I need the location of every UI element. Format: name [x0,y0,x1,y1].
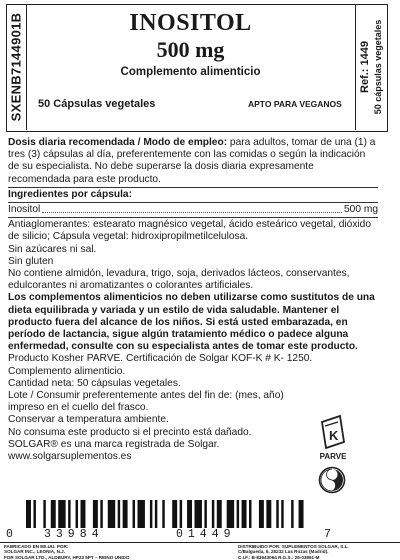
ingredient-row [8,204,378,216]
barcode-bar [227,500,234,528]
manufacturer-line-1: FABRICADO EN EE.UU. POR: [4,544,69,549]
barcode-bar [150,500,152,528]
barcode-bar [299,500,304,528]
barcode-bar [123,500,128,528]
barcode-bar [133,500,135,528]
distributor-line-2: C/Balgueda, 6, 28232 Las Rozas (Madrid). [238,549,329,555]
barcode-bar [43,500,45,528]
seal-text: No consuma este producto si el precinto está dañado. [8,426,252,438]
warning-text: Los complementos alimenticios no deben utilizarse como sustitutos de una dieta equilibrada y variada y un estilo de vida saludable. Mantener el producto fuera del alcance de los niños. Si está usted embarazada, en período de lactancia, sigue algún tratamiento médico o padece alguna enfermedad, consulte con su especialista antes de tomar este producto. [8,292,375,353]
barcode-bar [212,500,214,528]
barcode-bar [108,500,115,528]
website-text: www.solgarsuplementos.es [8,451,132,463]
ingredients-heading: Ingredientes por cápsula: [8,188,132,200]
barcode-bar [194,500,201,528]
anticaking-text: Antiaglomerantes: estearato magnésico vegetal, ácido esteárico vegetal, dióxido de silicio; Cápsula vegetal: hidroxipropilmetilcelulosa. [8,219,372,243]
barcode-bar [180,500,182,528]
barcode-bar [68,500,70,528]
barcode-bar [58,500,65,528]
barcode-group-right: 01449 [176,528,236,541]
barcode-bar [51,500,56,528]
barcode-bar [162,500,164,528]
barcode-bar [276,500,278,528]
barcode-bar [281,500,283,528]
gluten-text: Sin gluten [8,255,54,267]
barcode-bar [172,500,177,528]
footer-divider [0,542,400,543]
barcode-bar [93,500,98,528]
side-reference [355,4,387,130]
distributor-block [238,544,349,560]
manufacturer-block [4,544,129,560]
barcode-bar [100,500,102,528]
manufacturer-line-3: FOR SOLGAR LTD., ALDBURY, HP23 5PT – REINO UNIDO [4,554,130,560]
dosage-label: Dosis diaria recomendada / Modo de empleo: [8,137,228,148]
reference-capsules: 50 cápsulas vegetales [373,19,383,115]
product-name: INOSITOL [129,10,252,36]
barcode-bar [81,500,86,528]
distributor-line-1: DISTRIBUIDO POR: SUPLEMENTOS SOLGAR, S.L. [238,544,349,549]
green-dot-recycle-icon [318,466,346,494]
barcode-bar [242,500,247,528]
dosage-text: para adultos, tomar de una (1) a tres (3) cápsulas al día, preferentemente con las comidas o según la indicación de su especialista. No debe superarse la dosis diaria expresamente recomendada para este producto. [8,137,376,185]
manufacturer-line-2: SOLGAR INC., LEONIA, N.J. [4,549,65,555]
kosher-text: Producto Kosher PARVE. Certificación de Solgar KOF-K # K- 1250. [8,353,313,365]
barcode-bar [187,500,192,528]
barcode-bar [138,500,145,528]
storage-text: Conservar a temperatura ambiente. [8,414,169,426]
barcode-bar [266,500,271,528]
free-from-text: No contiene almidón, levadura, trigo, soja, derivados lácteos, conservantes, edulcorantes ni aromatizantes o colorantes artificiales. [8,268,350,292]
trademark-text: SOLGAR® es una marca registrada de Solgar. [8,438,220,450]
barcode-group-left: 33984 [44,528,104,541]
ingredient-amount: 500 mg [344,204,378,216]
distributor-line-3: C.I.F.: B-83643064 R.G.S.: 26-03891-M [238,554,320,560]
barcode-bar [33,500,35,528]
barcode-bar [118,500,120,528]
divider [8,187,378,188]
divider [8,217,378,218]
barcode-digit-check: 7 [324,528,331,541]
barcode-bar [26,500,31,528]
divider [8,202,378,203]
side-code [6,4,27,130]
kosher-k-icon [318,412,348,450]
supplement-type: Complemento alimenticio [120,66,261,78]
dot-leader [42,204,342,213]
barcode-bar [204,500,206,528]
capsule-count: 50 Cápsulas vegetales [38,98,156,110]
barcode-digit-first: 0 [6,528,13,541]
barcode-bar [291,500,293,528]
parve-label: PARVE [319,452,347,461]
supplement-text: Complemento alimenticio. [8,365,126,377]
barcode-bar [155,500,157,528]
barcode-bar [249,500,251,528]
sugar-text: Sin azúcares ni sal. [8,243,97,255]
ingredient-name: Inositol [8,204,41,216]
side-code-text: SXENB7144901B [8,12,24,122]
svg-text:K: K [329,428,339,443]
lot-text: Lote / Consumir preferentemente antes del fin de: (mes, año) impreso en el cuello del frasco. [8,390,284,414]
barcode-bar [76,500,78,528]
dosage-paragraph [8,137,378,186]
barcode-bar [259,500,264,528]
barcode-bar [237,500,239,528]
reference-number: Ref.: 1449 [359,41,371,93]
vegan-claim: APTO PARA VEGANOS [248,99,342,109]
barcode-bar [217,500,222,528]
net-quantity: Cantidad neta: 50 cápsulas vegetales. [8,377,181,389]
product-dose: 500 mg [156,37,225,62]
